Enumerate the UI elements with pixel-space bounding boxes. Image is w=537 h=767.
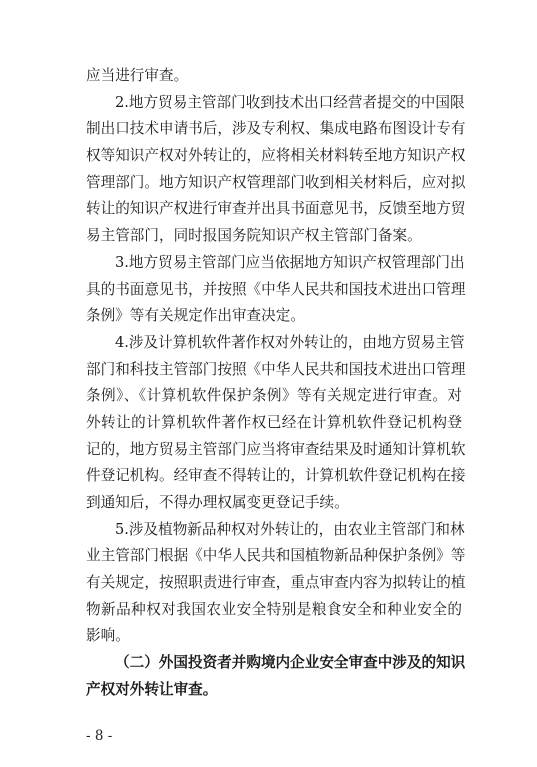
- text-line: 应当进行审查。: [86, 67, 189, 84]
- text-line: 有关规定，按照职责进行审查，重点审查内容为拟转让的植: [86, 574, 466, 592]
- text-line: 转让的知识产权进行审查并出具书面意见书，反馈至地方贸: [86, 200, 466, 218]
- para-continuation: [86, 63, 462, 90]
- text-line: 产权对外转让审查。: [86, 680, 218, 698]
- text-line: 权等知识产权对外转让的，应将相关材料转至地方知识产权: [86, 147, 466, 165]
- text-line: 条例》、《计算机软件保护条例》等有关规定进行审查。对: [86, 387, 462, 405]
- text-line: 具的书面意见书，并按照《中华人民共和国技术进出口管理: [86, 280, 466, 298]
- text-line: 件登记机构。经审查不得转让的，计算机软件登记机构在接: [86, 467, 466, 485]
- para-item-3: [86, 250, 466, 330]
- para-item-2: [86, 90, 466, 250]
- para-section-2-heading: [86, 650, 466, 703]
- text-line: 易主管部门，同时报国务院知识产权主管部门备案。: [86, 227, 422, 245]
- text-line: 条例》等有关规定作出审查决定。: [86, 307, 305, 325]
- text-line: 制出口技术申请书后，涉及专利权、集成电路布图设计专有: [86, 120, 466, 138]
- text-line: 2.地方贸易主管部门收到技术出口经营者提交的中国限: [115, 93, 465, 111]
- text-line: 部门和科技主管部门按照《中华人民共和国技术进出口管理: [86, 360, 466, 378]
- text-line: 记的，地方贸易主管部门应当将审查结果及时通知计算机软: [86, 440, 466, 458]
- text-line: 到通知后，不得办理权属变更登记手续。: [86, 494, 349, 511]
- text-line: （二）外国投资者并购境内企业安全审查中涉及的知识: [115, 654, 466, 672]
- text-line: 业主管部门根据《中华人民共和国植物新品种保护条例》等: [86, 547, 466, 565]
- text-line: 外转让的计算机软件著作权已经在计算机软件登记机构登: [86, 413, 462, 431]
- text-line: 物新品种权对我国农业安全特别是粮食安全和种业安全的: [86, 600, 462, 618]
- document-body: [86, 63, 466, 704]
- text-line: 管理部门。地方知识产权管理部门收到相关材料后，应对拟: [86, 173, 466, 191]
- text-line: 影响。: [86, 627, 130, 645]
- para-item-4: [86, 330, 466, 517]
- para-item-5: [86, 517, 466, 650]
- text-line: 4.涉及计算机软件著作权对外转让的，由地方贸易主管: [115, 333, 465, 351]
- page-number: - 8 -: [86, 728, 113, 744]
- text-line: 3.地方贸易主管部门应当依据地方知识产权管理部门出: [115, 253, 465, 271]
- text-line: 5.涉及植物新品种权对外转让的，由农业主管部门和林: [115, 520, 465, 538]
